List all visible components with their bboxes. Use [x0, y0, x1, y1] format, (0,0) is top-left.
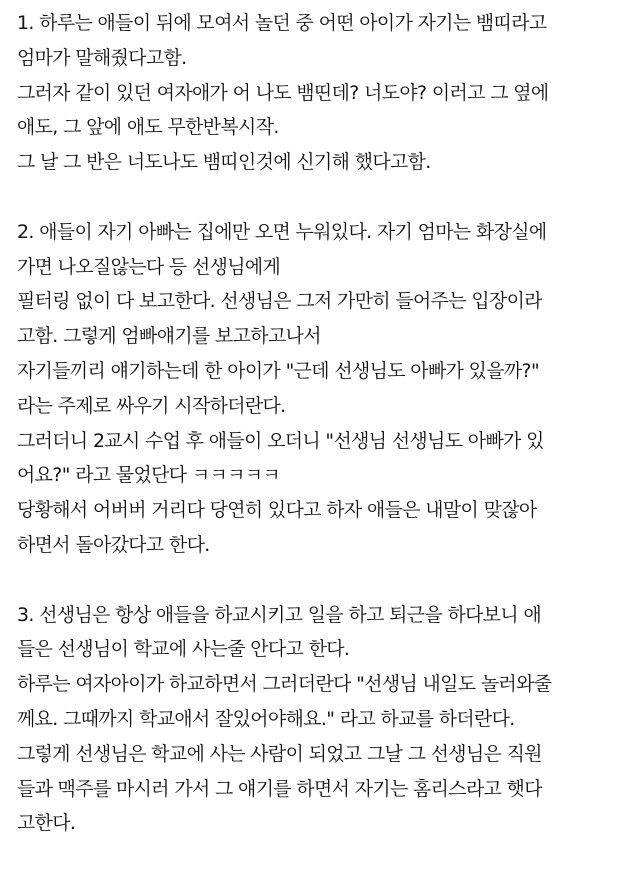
story-3-line: 3. 선생님은 항상 애들을 하교시키고 일을 하고 퇴근을 하다보니 애: [17, 603, 542, 626]
story-3-line: 고한다.: [17, 812, 76, 835]
story-2-line: 가면 나오질않는다 등 선생님에게: [17, 255, 281, 278]
story-2-line: 하면서 돌아갔다고 한다.: [17, 533, 210, 556]
story-3-line: 들과 맥주를 마시러 가서 그 얘기를 하면서 자기는 홈리스라고 햇다: [17, 777, 542, 800]
story-3-line: 께요. 그때까지 학교애서 잘있어야해요." 라고 하교를 하더란다.: [17, 707, 515, 730]
story-2-line: 라는 주제로 싸우기 시작하더란다.: [17, 394, 286, 417]
story-2: [17, 215, 637, 563]
story-1-line: 엄마가 말해줬다고함.: [17, 46, 187, 69]
story-1-line: 그러자 같이 있던 여자애가 어 나도 뱀띤데? 너도야? 이러고 그 옆에: [17, 81, 549, 104]
story-2-line: 고함. 그렇게 엄빠얘기를 보고하고나서: [17, 325, 321, 348]
paragraph-gap: [17, 563, 637, 598]
story-3-line: 들은 선생님이 학교에 사는줄 안다고 한다.: [17, 638, 350, 661]
story-1-line: 그 날 그 반은 너도나도 뱀띠인것에 신기해 했다고함.: [17, 151, 431, 174]
story-3-line: 하루는 여자아이가 하교하면서 그러더란다 "선생님 내일도 놀러와줄: [17, 673, 552, 696]
story-2-line: 그러더니 2교시 수업 후 애들이 오더니 "선생님 선생님도 아빠가 있: [17, 429, 544, 452]
story-1: [17, 6, 637, 180]
document-body: [17, 0, 637, 841]
story-1-line: 1. 하루는 애들이 뒤에 모여서 놀던 중 어떤 아이가 자기는 뱀띠라고: [17, 12, 547, 34]
story-2-line: 2. 애들이 자기 아빠는 집에만 오면 누워있다. 자기 엄마는 화장실에: [17, 220, 547, 243]
story-2-line: 어요?" 라고 물었단다 ㅋㅋㅋㅋㅋ: [17, 464, 281, 487]
story-2-line: 자기들끼리 얘기하는데 한 아이가 "근데 선생님도 아빠가 있을까?": [17, 359, 540, 382]
story-2-line: 필터링 없이 다 보고한다. 선생님은 그저 가만히 들어주는 입장이라: [17, 290, 542, 313]
paragraph-gap: [17, 180, 637, 215]
story-3-line: 그렇게 선생님은 학교에 사는 사람이 되었고 그날 그 선생님은 직원: [17, 742, 542, 765]
story-2-line: 당황해서 어버버 거리다 당연히 있다고 하자 애들은 내말이 맞잖아: [17, 499, 537, 522]
story-1-line: 애도, 그 앞에 애도 무한반복시작.: [17, 116, 279, 139]
story-3: [17, 598, 637, 842]
